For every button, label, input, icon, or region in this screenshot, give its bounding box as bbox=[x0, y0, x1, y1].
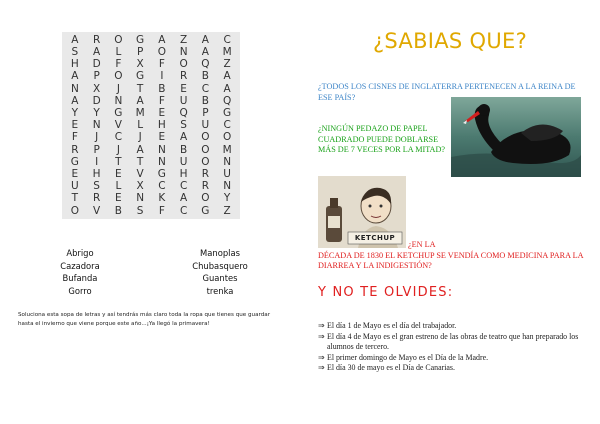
grid-letter: O bbox=[114, 33, 123, 46]
word-item: Gorro bbox=[68, 285, 92, 296]
grid-letter: Q bbox=[201, 58, 210, 71]
grid-letter: A bbox=[93, 46, 101, 59]
swan-illustration bbox=[451, 97, 581, 177]
grid-letter: O bbox=[201, 143, 210, 156]
grid-letter: O bbox=[201, 155, 210, 168]
list-item-text: El día 30 de mayo es el Día de Canarias. bbox=[327, 363, 455, 372]
grid-letter: V bbox=[93, 204, 101, 217]
grid-letter: F bbox=[71, 131, 78, 144]
grid-letter: F bbox=[158, 94, 165, 107]
grid-letter: Z bbox=[223, 204, 231, 217]
grid-letter: R bbox=[201, 180, 210, 193]
grid-letter: L bbox=[137, 119, 144, 132]
word-list-left bbox=[40, 247, 120, 297]
black-swan-image bbox=[451, 97, 581, 177]
grid-letter: O bbox=[157, 46, 166, 59]
grid-letter: J bbox=[116, 143, 120, 156]
grid-letter: U bbox=[223, 168, 231, 181]
grid-letter: C bbox=[201, 82, 210, 95]
grid-letter: C bbox=[158, 180, 166, 193]
arrow-right-icon: ⇒ bbox=[318, 352, 325, 362]
arrow-right-icon: ⇒ bbox=[318, 331, 325, 341]
grid-letter: H bbox=[70, 58, 79, 71]
grid-letter: X bbox=[93, 82, 101, 95]
fact-ketchup-line2: DÉCADA DE 1830 EL KETCHUP SE VENDÍA COMO MEDICINA PARA LA DIARREA Y LA INDIGESTIÓN? bbox=[318, 250, 584, 271]
grid-letter: N bbox=[136, 192, 145, 205]
grid-letter: J bbox=[95, 131, 99, 144]
word-item: Chubasquero bbox=[192, 260, 248, 271]
grid-letter: F bbox=[115, 58, 122, 71]
grid-letter: L bbox=[115, 180, 122, 193]
grid-letter: N bbox=[157, 143, 166, 156]
grid-letter: R bbox=[179, 70, 188, 83]
instructions-text: Soluciona esta sopa de letras y así tendrás más claro toda la ropa que tienes que guardar hasta el invierno que viene porque este año...¡Ya llegó la primavera! bbox=[18, 312, 271, 327]
grid-letter: J bbox=[116, 82, 120, 95]
grid-letter: Z bbox=[180, 33, 188, 46]
grid-letter: T bbox=[71, 192, 79, 205]
grid-letter: A bbox=[223, 70, 231, 83]
list-item bbox=[318, 321, 588, 332]
grid-letter: T bbox=[115, 155, 122, 168]
list-item-text: El primer domingo de Mayo es el Día de la Madre. bbox=[327, 352, 489, 362]
grid-letter: C bbox=[179, 204, 188, 217]
grid-letter: E bbox=[115, 168, 122, 181]
grid-letter: N bbox=[70, 82, 79, 95]
word-item: Abrigo bbox=[66, 248, 94, 258]
grid-letter: B bbox=[201, 70, 209, 83]
grid-letter: L bbox=[115, 46, 122, 59]
grid-letter: G bbox=[201, 204, 210, 217]
grid-letter: R bbox=[201, 168, 210, 181]
grid-letter: H bbox=[179, 168, 188, 181]
grid-letter: X bbox=[136, 58, 144, 71]
ketchup-ad-image bbox=[318, 176, 406, 248]
grid-letter: S bbox=[71, 46, 79, 59]
grid-letter: V bbox=[136, 168, 144, 181]
grid-letter: E bbox=[71, 119, 79, 132]
grid-letter: Q bbox=[222, 94, 232, 107]
grid-letter: E bbox=[180, 82, 187, 95]
grid-letter: K bbox=[158, 192, 166, 205]
fact-ketchup-line1: ¿EN LA bbox=[408, 240, 436, 249]
arrow-right-icon: ⇒ bbox=[318, 321, 325, 330]
grid-letter: N bbox=[92, 119, 101, 132]
grid-letter: N bbox=[157, 155, 166, 168]
grid-letter: C bbox=[223, 33, 231, 46]
fact-swans: ¿TODOS LOS CISNES DE INGLATERRA PERTENECEN A LA REINA DE ESE PAÍS? bbox=[318, 82, 576, 102]
grid-letter: B bbox=[201, 94, 209, 107]
grid-letter: A bbox=[201, 46, 209, 59]
word-item: trenka bbox=[206, 285, 234, 296]
grid-letter: Q bbox=[179, 107, 188, 120]
grid-letter: E bbox=[71, 168, 79, 181]
grid-letter: S bbox=[93, 180, 100, 193]
grid-letter: G bbox=[70, 155, 79, 168]
grid-letter: E bbox=[158, 131, 166, 144]
grid-letter: O bbox=[114, 70, 123, 83]
grid-letter: A bbox=[201, 33, 209, 46]
grid-letter: N bbox=[223, 180, 232, 193]
grid-letter: I bbox=[95, 155, 99, 168]
grid-letter: R bbox=[92, 192, 101, 205]
grid-letter: M bbox=[222, 46, 232, 59]
grid-letter: V bbox=[114, 119, 122, 132]
grid-letter: U bbox=[201, 119, 210, 132]
grid-letter: M bbox=[135, 107, 145, 120]
grid-letter: A bbox=[71, 94, 79, 107]
grid-letter: R bbox=[71, 143, 79, 156]
grid-letter: A bbox=[223, 82, 231, 95]
grid-letter: G bbox=[157, 168, 166, 181]
list-item-text: El día 1 de Mayo es el día del trabajador. bbox=[327, 321, 457, 330]
fact-ketchup bbox=[318, 240, 590, 272]
word-item: Guantes bbox=[202, 273, 238, 284]
grid-letter: F bbox=[158, 204, 165, 217]
grid-letter: N bbox=[179, 46, 188, 59]
grid-letter: O bbox=[70, 204, 79, 217]
grid-letter: N bbox=[114, 94, 123, 107]
grid-letter: D bbox=[92, 58, 101, 71]
grid-letter: A bbox=[136, 94, 144, 107]
page-title: ¿SABIAS QUE? bbox=[372, 29, 528, 53]
grid-letter: H bbox=[157, 119, 166, 132]
grid-letter: A bbox=[158, 33, 166, 46]
ketchup-brand-text: KETCHUP bbox=[354, 234, 396, 242]
grid-letter: C bbox=[114, 131, 123, 144]
grid-letter: B bbox=[180, 143, 188, 156]
word-item: Cazadora bbox=[60, 260, 100, 271]
grid-letter: U bbox=[179, 155, 188, 168]
fact-paper: ¿NINGÚN PEDAZO DE PAPEL CUADRADO PUEDE DOBLARSE MÁS DE 7 VECES POR LA MITAD? bbox=[318, 124, 446, 155]
grid-letter: O bbox=[201, 192, 210, 205]
grid-letter: A bbox=[136, 143, 144, 156]
grid-letter: Z bbox=[223, 58, 231, 71]
word-item: Bufanda bbox=[62, 273, 98, 284]
grid-letter: A bbox=[180, 192, 188, 205]
word-list-right bbox=[180, 247, 260, 297]
grid-letter: T bbox=[136, 155, 144, 168]
grid-letter: Y bbox=[71, 107, 79, 120]
reminders-heading: Y NO TE OLVIDES: bbox=[318, 285, 454, 300]
grid-letter: A bbox=[71, 70, 79, 83]
grid-letter: G bbox=[114, 107, 123, 120]
arrow-right-icon: ⇒ bbox=[318, 363, 325, 372]
grid-letter: E bbox=[158, 107, 166, 120]
list-item bbox=[318, 332, 588, 353]
word-item: Manoplas bbox=[200, 248, 240, 258]
grid-letter: A bbox=[180, 131, 188, 144]
grid-letter: H bbox=[92, 168, 101, 181]
grid-letter: P bbox=[93, 70, 100, 83]
grid-letter: O bbox=[201, 131, 210, 144]
grid-letter: Y bbox=[93, 107, 100, 120]
list-item-text: El día 4 de Mayo es el gran estreno de las obras de teatro que han preparado los alumnos de tercero. bbox=[327, 331, 579, 351]
grid-letter: J bbox=[138, 131, 142, 144]
grid-letter: S bbox=[136, 204, 144, 217]
grid-letter: P bbox=[202, 107, 209, 120]
grid-letter: G bbox=[136, 33, 145, 46]
grid-letter: G bbox=[136, 70, 145, 83]
reminders-list bbox=[318, 321, 588, 374]
grid-letter: O bbox=[179, 58, 188, 71]
word-search-grid bbox=[62, 32, 240, 219]
list-item bbox=[318, 363, 588, 374]
grid-letter: R bbox=[92, 33, 101, 46]
grid-letter: S bbox=[180, 119, 187, 132]
grid-letter: N bbox=[223, 155, 232, 168]
grid-letter: F bbox=[158, 58, 165, 71]
grid-letter: A bbox=[71, 33, 79, 46]
list-item bbox=[318, 353, 588, 364]
grid-letter: X bbox=[136, 180, 144, 193]
grid-letter: E bbox=[115, 192, 122, 205]
grid-letter: U bbox=[71, 180, 79, 193]
grid-letter: Y bbox=[223, 192, 231, 205]
grid-letter: O bbox=[222, 131, 232, 144]
grid-letter: G bbox=[223, 107, 232, 120]
grid-letter: U bbox=[179, 94, 188, 107]
grid-letter: T bbox=[136, 82, 144, 95]
grid-letter: M bbox=[222, 143, 232, 156]
grid-letter: P bbox=[93, 143, 100, 156]
grid-letter: P bbox=[136, 46, 144, 59]
grid-letter: B bbox=[158, 82, 166, 95]
grid-letter: D bbox=[92, 94, 101, 107]
grid-letter: B bbox=[114, 204, 122, 217]
grid-letter: I bbox=[160, 70, 164, 83]
grid-letter: C bbox=[179, 180, 188, 193]
grid-letter: C bbox=[223, 119, 231, 132]
